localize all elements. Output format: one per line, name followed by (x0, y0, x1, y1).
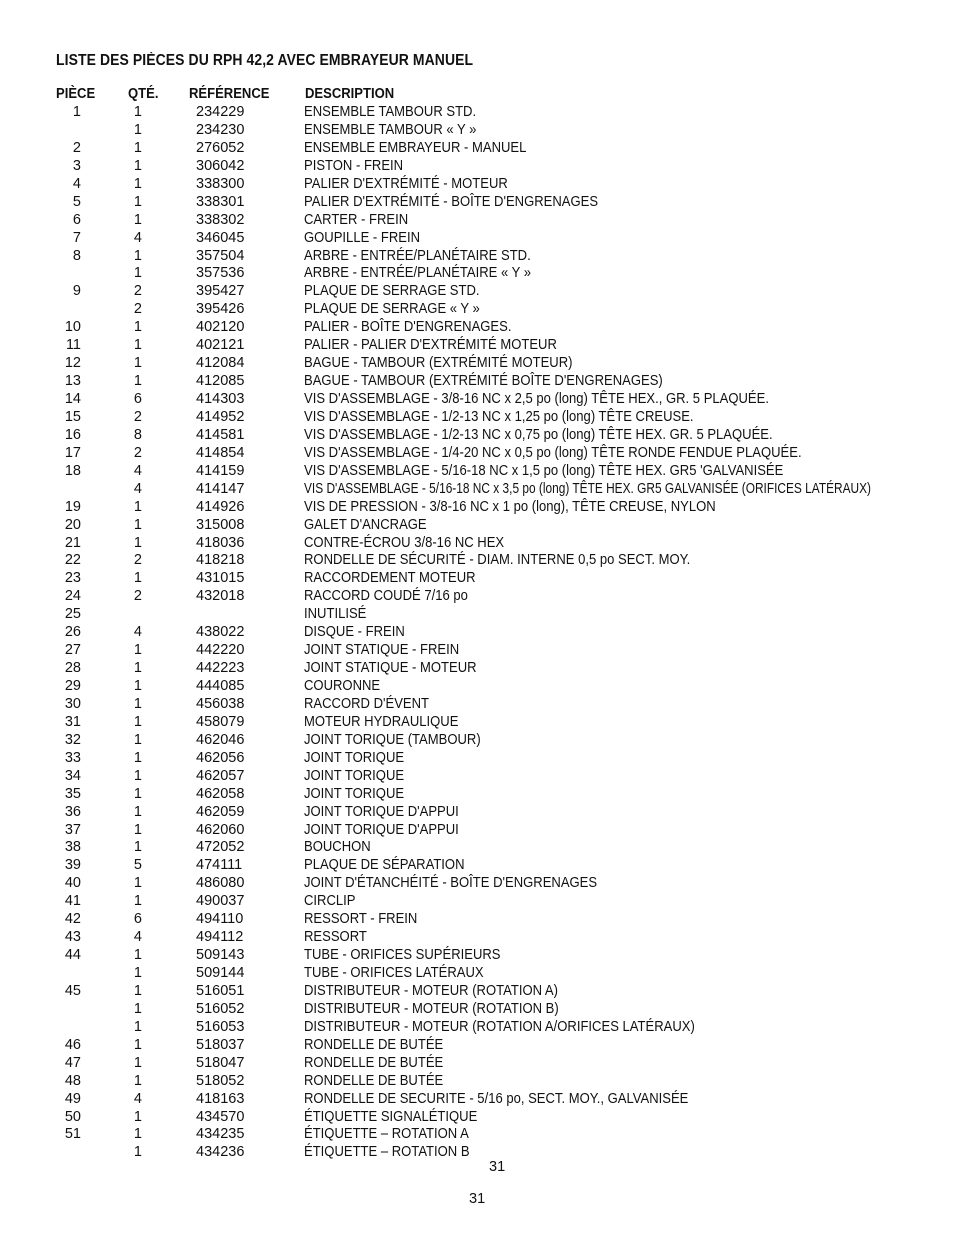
cell-qte: 1 (133, 1054, 142, 1071)
page-number-footer: 31 (469, 1191, 486, 1207)
table-row (0, 463, 954, 481)
cell-reference: 414926 (196, 498, 245, 515)
table-row (0, 158, 954, 176)
cell-piece: 5 (72, 193, 81, 210)
page-title: LISTE DES PIÈCES DU RPH 42,2 AVEC EMBRAYEUR MANUEL (56, 52, 474, 69)
cell-reference: 346045 (196, 229, 245, 246)
cell-piece: 45 (64, 982, 81, 999)
cell-qte: 2 (133, 408, 142, 425)
table-row (0, 427, 954, 445)
cell-reference: 462058 (196, 785, 245, 802)
cell-description: VIS D'ASSEMBLAGE - 5/16-18 NC x 3,5 po (long) TÊTE HEX. GR5 GALVANISÉE (ORIFICES LATÉRAUX) (304, 480, 872, 497)
cell-reference: 338300 (196, 175, 245, 192)
cell-qte: 8 (133, 426, 142, 443)
cell-description: PISTON - FREIN (304, 157, 404, 174)
cell-qte: 1 (133, 695, 142, 712)
cell-description: JOINT D'ÉTANCHÉITÉ - BOÎTE D'ENGRENAGES (304, 875, 598, 892)
cell-reference: 414581 (196, 426, 245, 443)
cell-description: CARTER - FREIN (304, 211, 409, 228)
cell-description: CIRCLIP (304, 893, 356, 910)
table-row (0, 176, 954, 194)
cell-piece: 26 (64, 624, 81, 641)
cell-description: ARBRE - ENTRÉE/PLANÉTAIRE « Y » (304, 265, 532, 282)
cell-qte: 1 (133, 498, 142, 515)
cell-reference: 462046 (196, 731, 245, 748)
cell-piece: 31 (64, 713, 81, 730)
cell-piece: 1 (72, 104, 81, 120)
cell-piece: 38 (64, 839, 81, 856)
cell-qte: 1 (133, 875, 142, 892)
cell-description: CONTRE-ÉCROU 3/8-16 NC HEX (304, 534, 505, 551)
cell-qte: 1 (133, 1144, 142, 1161)
cell-description: VIS D'ASSEMBLAGE - 1/2-13 NC x 0,75 po (long) TÊTE HEX. GR. 5 PLAQUÉE. (304, 426, 773, 443)
cell-piece: 9 (72, 283, 81, 300)
cell-reference: 438022 (196, 624, 245, 641)
table-row (0, 983, 954, 1001)
cell-reference: 518047 (196, 1054, 245, 1071)
table-row (0, 337, 954, 355)
cell-qte: 1 (133, 121, 142, 138)
cell-description: RONDELLE DE SÉCURITÉ - DIAM. INTERNE 0,5 po SECT. MOY. (304, 552, 691, 569)
cell-qte: 1 (133, 660, 142, 677)
cell-description: PLAQUE DE SÉPARATION (304, 857, 465, 874)
header-qte: QTÉ. (128, 86, 159, 102)
cell-description: BOUCHON (304, 839, 371, 856)
table-row (0, 409, 954, 427)
table-row (0, 1055, 954, 1073)
cell-piece: 37 (64, 821, 81, 838)
cell-description: VIS D'ASSEMBLAGE - 1/4-20 NC x 0,5 po (long) TÊTE RONDE FENDUE PLAQUÉE. (304, 444, 802, 461)
cell-qte: 1 (133, 767, 142, 784)
cell-qte: 1 (133, 157, 142, 174)
table-row (0, 1037, 954, 1055)
cell-piece: 27 (64, 642, 81, 659)
table-row (0, 696, 954, 714)
cell-description: VIS DE PRESSION - 3/8-16 NC x 1 po (long), TÊTE CREUSE, NYLON (304, 498, 716, 515)
cell-reference: 509144 (196, 965, 245, 981)
cell-description: RONDELLE DE SECURITE - 5/16 po, SECT. MOY., GALVANISÉE (304, 1090, 689, 1107)
cell-piece: 39 (64, 857, 81, 874)
cell-description: JOINT STATIQUE - FREIN (304, 642, 460, 659)
cell-piece: 13 (64, 373, 81, 390)
cell-description: JOINT TORIQUE D'APPUI (304, 803, 459, 820)
table-row (0, 768, 954, 786)
cell-qte: 1 (133, 965, 142, 981)
cell-description: DISTRIBUTEUR - MOTEUR (ROTATION B) (304, 1000, 559, 1017)
cell-description: DISTRIBUTEUR - MOTEUR (ROTATION A) (304, 982, 558, 999)
cell-description: RESSORT (304, 929, 367, 946)
cell-description: INUTILISÉ (304, 606, 367, 623)
cell-piece: 15 (64, 408, 81, 425)
cell-description: PLAQUE DE SERRAGE STD. (304, 283, 480, 300)
header-piece: PIÈCE (56, 86, 96, 102)
cell-qte: 1 (133, 821, 142, 838)
cell-piece: 44 (64, 947, 81, 964)
cell-description: ÉTIQUETTE SIGNALÉTIQUE (304, 1108, 478, 1125)
cell-description: TUBE - ORIFICES LATÉRAUX (304, 965, 484, 981)
cell-reference: 357504 (196, 247, 245, 264)
cell-qte: 1 (133, 247, 142, 264)
cell-qte: 2 (133, 444, 142, 461)
cell-qte: 4 (133, 624, 142, 641)
cell-description: ÉTIQUETTE – ROTATION B (304, 1144, 470, 1161)
table-row (0, 230, 954, 248)
cell-reference: 418036 (196, 534, 245, 551)
table-row (0, 624, 954, 642)
cell-qte: 5 (133, 857, 142, 874)
cell-piece: 48 (64, 1072, 81, 1089)
cell-reference: 402121 (196, 337, 245, 354)
cell-qte: 1 (133, 1108, 142, 1125)
cell-reference: 414159 (196, 462, 245, 479)
cell-reference: 276052 (196, 139, 245, 156)
table-row (0, 265, 954, 283)
cell-piece: 10 (64, 319, 81, 336)
table-row (0, 1073, 954, 1091)
cell-qte: 4 (133, 462, 142, 479)
cell-reference: 462060 (196, 821, 245, 838)
cell-description: RONDELLE DE BUTÉE (304, 1054, 444, 1071)
cell-qte: 2 (133, 588, 142, 605)
cell-reference: 431015 (196, 570, 245, 587)
table-row (0, 391, 954, 409)
cell-qte: 1 (133, 104, 142, 120)
cell-qte: 1 (133, 534, 142, 551)
cell-qte: 1 (133, 139, 142, 156)
table-row (0, 606, 954, 624)
cell-reference: 418218 (196, 552, 245, 569)
cell-piece: 11 (65, 337, 81, 354)
table-row (0, 642, 954, 660)
cell-piece: 47 (64, 1054, 81, 1071)
table-row (0, 140, 954, 158)
cell-qte: 4 (133, 929, 142, 946)
table-row (0, 839, 954, 857)
cell-piece: 3 (72, 157, 81, 174)
cell-description: BAGUE - TAMBOUR (EXTRÉMITÉ BOÎTE D'ENGRENAGES) (304, 373, 663, 390)
cell-description: PALIER D'EXTRÉMITÉ - MOTEUR (304, 175, 508, 192)
table-row (0, 804, 954, 822)
table-row (0, 714, 954, 732)
cell-qte: 1 (133, 319, 142, 336)
cell-reference: 402120 (196, 319, 245, 336)
cell-piece: 40 (64, 875, 81, 892)
cell-reference: 414854 (196, 444, 245, 461)
table-row (0, 1109, 954, 1127)
cell-description: VIS D'ASSEMBLAGE - 3/8-16 NC x 2,5 po (long) TÊTE HEX., GR. 5 PLAQUÉE. (304, 391, 769, 407)
cell-piece: 16 (64, 426, 81, 443)
cell-description: RESSORT - FREIN (304, 911, 418, 928)
table-row (0, 947, 954, 965)
cell-piece: 7 (72, 229, 81, 246)
cell-reference: 234229 (196, 104, 245, 120)
cell-piece: 43 (64, 929, 81, 946)
cell-qte: 1 (133, 193, 142, 210)
cell-qte: 1 (133, 175, 142, 192)
table-row (0, 875, 954, 893)
cell-reference: 518052 (196, 1072, 245, 1089)
cell-description: JOINT TORIQUE (304, 767, 405, 784)
cell-qte: 4 (133, 229, 142, 246)
table-row (0, 481, 954, 499)
cell-qte: 1 (133, 642, 142, 659)
table-row (0, 660, 954, 678)
cell-piece: 20 (64, 516, 81, 533)
cell-reference: 456038 (196, 695, 245, 712)
cell-reference: 434570 (196, 1108, 245, 1125)
cell-description: RACCORD COUDÉ 7/16 po (304, 588, 468, 605)
cell-description: ARBRE - ENTRÉE/PLANÉTAIRE STD. (304, 247, 531, 264)
cell-qte: 6 (133, 911, 142, 928)
table-row (0, 283, 954, 301)
cell-reference: 444085 (196, 678, 245, 694)
cell-qte: 1 (133, 982, 142, 999)
cell-qte: 2 (133, 283, 142, 300)
cell-reference: 338302 (196, 211, 245, 228)
table-row (0, 1144, 954, 1162)
cell-piece: 35 (64, 785, 81, 802)
cell-description: PLAQUE DE SERRAGE « Y » (304, 301, 480, 318)
page-number-inline: 31 (489, 1159, 506, 1175)
table-row (0, 732, 954, 750)
cell-description: JOINT STATIQUE - MOTEUR (304, 660, 477, 677)
cell-description: ÉTIQUETTE – ROTATION A (304, 1126, 469, 1143)
table-row (0, 212, 954, 230)
cell-qte: 1 (133, 516, 142, 533)
cell-description: PALIER - BOÎTE D'ENGRENAGES. (304, 319, 512, 336)
cell-qte: 4 (133, 480, 142, 497)
cell-piece: 12 (64, 355, 81, 372)
cell-qte: 1 (133, 211, 142, 228)
cell-reference: 434235 (196, 1126, 245, 1143)
cell-description: VIS D'ASSEMBLAGE - 1/2-13 NC x 1,25 po (long) TÊTE CREUSE. (304, 408, 694, 425)
cell-qte: 1 (133, 947, 142, 964)
cell-description: GALET D'ANCRAGE (304, 516, 427, 533)
cell-qte: 1 (133, 337, 142, 354)
table-row (0, 786, 954, 804)
cell-qte: 1 (133, 749, 142, 766)
table-row (0, 248, 954, 266)
cell-qte: 2 (133, 552, 142, 569)
cell-piece: 21 (64, 534, 81, 551)
cell-piece: 25 (64, 606, 81, 623)
cell-description: JOINT TORIQUE (304, 785, 405, 802)
table-row (0, 535, 954, 553)
cell-piece: 2 (72, 139, 81, 156)
cell-piece: 33 (64, 749, 81, 766)
table-row (0, 445, 954, 463)
cell-piece: 36 (64, 803, 81, 820)
cell-description: RONDELLE DE BUTÉE (304, 1036, 444, 1053)
cell-reference: 486080 (196, 875, 245, 892)
cell-qte: 1 (133, 1036, 142, 1053)
cell-piece: 32 (64, 731, 81, 748)
cell-qte: 1 (133, 373, 142, 390)
table-row (0, 857, 954, 875)
header-description: DESCRIPTION (305, 86, 395, 102)
cell-description: ENSEMBLE TAMBOUR STD. (304, 104, 477, 120)
cell-piece: 29 (64, 678, 81, 694)
cell-qte: 1 (133, 731, 142, 748)
cell-description: MOTEUR HYDRAULIQUE (304, 713, 459, 730)
cell-piece: 6 (72, 211, 81, 228)
cell-reference: 412084 (196, 355, 245, 372)
cell-piece: 23 (64, 570, 81, 587)
table-row (0, 588, 954, 606)
table-row (0, 355, 954, 373)
cell-piece: 4 (72, 175, 81, 192)
cell-reference: 490037 (196, 893, 245, 910)
table-row (0, 552, 954, 570)
cell-qte: 1 (133, 678, 142, 694)
cell-qte: 2 (133, 301, 142, 318)
cell-reference: 516051 (196, 982, 245, 999)
cell-reference: 462057 (196, 767, 245, 784)
cell-description: RONDELLE DE BUTÉE (304, 1072, 444, 1089)
cell-reference: 518037 (196, 1036, 245, 1053)
cell-reference: 395426 (196, 301, 245, 318)
cell-piece: 24 (64, 588, 81, 605)
cell-qte: 1 (133, 893, 142, 910)
table-row (0, 678, 954, 696)
cell-description: RACCORDEMENT MOTEUR (304, 570, 476, 587)
cell-description: JOINT TORIQUE D'APPUI (304, 821, 459, 838)
table-row (0, 750, 954, 768)
cell-qte: 1 (133, 713, 142, 730)
cell-reference: 516052 (196, 1000, 245, 1017)
cell-description: COURONNE (304, 678, 381, 694)
cell-description: JOINT TORIQUE (304, 749, 405, 766)
cell-piece: 51 (64, 1126, 81, 1143)
cell-description: ENSEMBLE EMBRAYEUR - MANUEL (304, 139, 527, 156)
cell-description: VIS D'ASSEMBLAGE - 5/16-18 NC x 1,5 po (long) TÊTE HEX. GR5 'GALVANISÉE (304, 462, 784, 479)
table-row (0, 822, 954, 840)
cell-qte: 1 (133, 1018, 142, 1035)
cell-qte: 1 (133, 1000, 142, 1017)
cell-piece: 42 (64, 911, 81, 928)
cell-piece: 30 (64, 695, 81, 712)
table-row (0, 319, 954, 337)
cell-piece: 14 (64, 391, 81, 407)
cell-qte: 1 (133, 1126, 142, 1143)
cell-qte: 1 (133, 839, 142, 856)
table-row (0, 570, 954, 588)
parts-table (0, 104, 954, 1162)
cell-reference: 338301 (196, 193, 245, 210)
cell-piece: 34 (64, 767, 81, 784)
table-row (0, 893, 954, 911)
cell-piece: 28 (64, 660, 81, 677)
cell-reference: 462056 (196, 749, 245, 766)
cell-piece: 8 (72, 247, 81, 264)
cell-qte: 6 (133, 391, 142, 407)
table-row (0, 122, 954, 140)
table-row (0, 911, 954, 929)
header-reference: RÉFÉRENCE (189, 86, 270, 102)
table-row (0, 929, 954, 947)
table-row (0, 517, 954, 535)
cell-reference: 474111 (196, 857, 243, 874)
cell-reference: 442223 (196, 660, 245, 677)
cell-piece: 19 (64, 498, 81, 515)
cell-piece: 46 (64, 1036, 81, 1053)
table-row (0, 301, 954, 319)
cell-piece: 50 (64, 1108, 81, 1125)
cell-reference: 494112 (196, 929, 244, 946)
cell-reference: 412085 (196, 373, 245, 390)
cell-qte: 1 (133, 803, 142, 820)
cell-qte: 1 (133, 785, 142, 802)
table-row (0, 1019, 954, 1037)
cell-reference: 434236 (196, 1144, 245, 1161)
cell-reference: 494110 (196, 911, 244, 928)
table-row (0, 965, 954, 983)
cell-reference: 472052 (196, 839, 245, 856)
table-row (0, 499, 954, 517)
cell-reference: 357536 (196, 265, 245, 282)
cell-reference: 414303 (196, 391, 245, 407)
cell-piece: 41 (64, 893, 81, 910)
cell-description: JOINT TORIQUE (TAMBOUR) (304, 731, 481, 748)
cell-description: DISQUE - FREIN (304, 624, 405, 641)
cell-reference: 414952 (196, 408, 245, 425)
cell-description: DISTRIBUTEUR - MOTEUR (ROTATION A/ORIFICES LATÉRAUX) (304, 1018, 695, 1035)
cell-reference: 516053 (196, 1018, 245, 1035)
cell-reference: 315008 (196, 516, 245, 533)
cell-reference: 509143 (196, 947, 245, 964)
cell-description: RACCORD D'ÉVENT (304, 695, 430, 712)
cell-description: ENSEMBLE TAMBOUR « Y » (304, 121, 477, 138)
cell-reference: 414147 (196, 480, 245, 497)
table-row (0, 373, 954, 391)
cell-reference: 234230 (196, 121, 245, 138)
cell-reference: 418163 (196, 1090, 245, 1107)
cell-description: PALIER - PALIER D'EXTRÉMITÉ MOTEUR (304, 337, 557, 354)
table-row (0, 1126, 954, 1144)
cell-description: PALIER D'EXTRÉMITÉ - BOÎTE D'ENGRENAGES (304, 193, 599, 210)
cell-reference: 442220 (196, 642, 245, 659)
cell-reference: 395427 (196, 283, 245, 300)
cell-reference: 462059 (196, 803, 245, 820)
cell-description: TUBE - ORIFICES SUPÉRIEURS (304, 947, 501, 964)
table-row (0, 1001, 954, 1019)
cell-description: GOUPILLE - FREIN (304, 229, 421, 246)
cell-piece: 49 (64, 1090, 81, 1107)
cell-qte: 1 (133, 265, 142, 282)
cell-qte: 1 (133, 570, 142, 587)
cell-qte: 1 (133, 355, 142, 372)
table-row (0, 194, 954, 212)
cell-reference: 432018 (196, 588, 245, 605)
cell-piece: 18 (64, 462, 81, 479)
cell-reference: 458079 (196, 713, 245, 730)
cell-reference: 306042 (196, 157, 245, 174)
cell-description: BAGUE - TAMBOUR (EXTRÉMITÉ MOTEUR) (304, 355, 573, 372)
cell-piece: 22 (64, 552, 81, 569)
table-row (0, 1091, 954, 1109)
cell-piece: 17 (64, 444, 81, 461)
table-row (0, 104, 954, 122)
cell-qte: 1 (133, 1072, 142, 1089)
cell-qte: 4 (133, 1090, 142, 1107)
